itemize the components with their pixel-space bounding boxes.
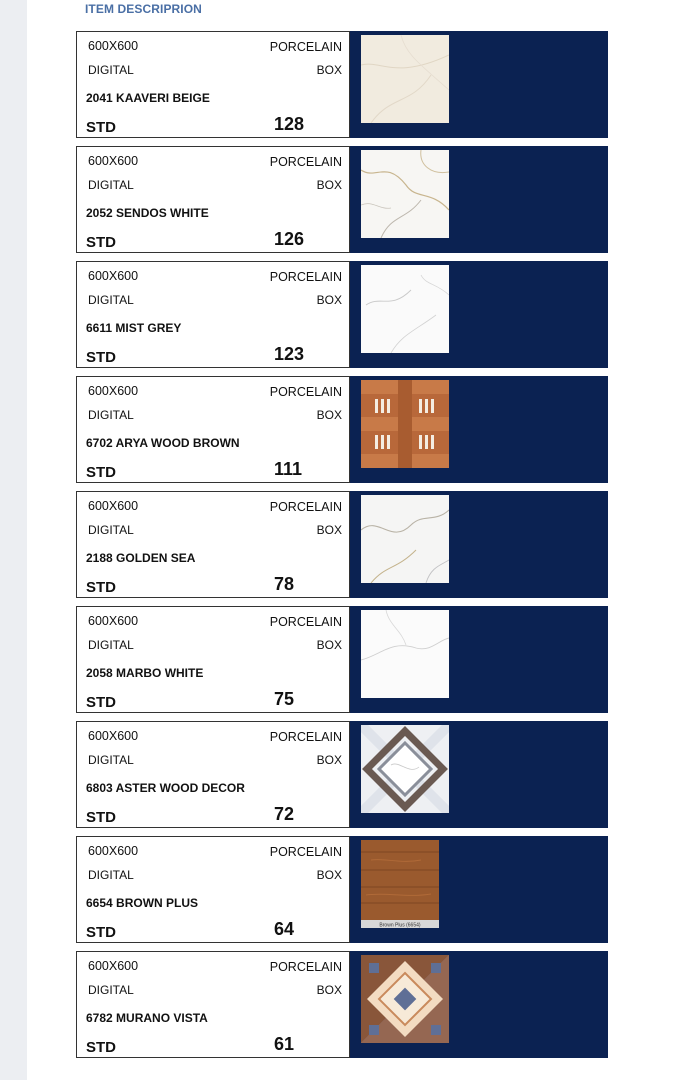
item-finish: DIGITAL: [88, 523, 134, 537]
item-finish: DIGITAL: [88, 868, 134, 882]
tile-panel: [350, 606, 608, 713]
item-material: PORCELAIN: [269, 960, 342, 974]
item-info: [76, 146, 350, 253]
item-name: 2041 KAAVERI BEIGE: [86, 91, 210, 105]
tile-panel: [350, 31, 608, 138]
tile-panel: [350, 261, 608, 368]
item-finish: DIGITAL: [88, 293, 134, 307]
tile-panel: [350, 491, 608, 598]
item-quantity: 75: [274, 689, 295, 709]
item-finish: DIGITAL: [88, 63, 134, 77]
item-quantity: 72: [274, 804, 295, 824]
item-info: [76, 951, 350, 1058]
white-gold-vein-marble-tile-icon: [361, 150, 449, 238]
item-name: 6782 MURANO VISTA: [86, 1011, 208, 1025]
tile-panel: [350, 376, 608, 483]
page-margin-strip: [0, 0, 27, 1080]
item-material: PORCELAIN: [269, 615, 342, 629]
tile-panel: [350, 146, 608, 253]
item-info: [76, 261, 350, 368]
white-grey-vein-marble-tile-icon: [361, 265, 449, 353]
item-pack: BOX: [316, 408, 342, 422]
item-grade: STD: [86, 924, 116, 941]
item-info: [76, 491, 350, 598]
item-info: [76, 721, 350, 828]
item-grade: STD: [86, 119, 116, 136]
diamond-frame-decor-tile-icon: [361, 725, 449, 813]
item-material: PORCELAIN: [269, 385, 342, 399]
item-info: [76, 606, 350, 713]
item-material: PORCELAIN: [269, 155, 342, 169]
beige-marble-tile-icon: [361, 35, 449, 123]
item-info: [76, 836, 350, 943]
item-name: 6702 ARYA WOOD BROWN: [86, 436, 240, 450]
item-finish: DIGITAL: [88, 638, 134, 652]
item-material: PORCELAIN: [269, 40, 342, 54]
woven-wood-tile-icon: [361, 380, 449, 468]
item-name: 2188 GOLDEN SEA: [86, 551, 196, 565]
item-grade: STD: [86, 464, 116, 481]
list-item: [76, 951, 608, 1058]
item-size: 600X600: [88, 729, 139, 743]
white-gold-vein-marble-tile-icon: [361, 495, 449, 583]
item-pack: BOX: [316, 638, 342, 652]
list-item: [76, 261, 608, 368]
item-size: 600X600: [88, 39, 139, 53]
item-pack: BOX: [316, 293, 342, 307]
item-size: 600X600: [88, 959, 139, 973]
tile-caption: Brown Plus (6654): [379, 922, 421, 928]
item-size: 600X600: [88, 154, 139, 168]
item-name: 6654 BROWN PLUS: [86, 896, 199, 910]
list-item: [76, 376, 608, 483]
item-name: 6803 ASTER WOOD DECOR: [86, 781, 245, 795]
item-pack: BOX: [316, 63, 342, 77]
item-grade: STD: [86, 234, 116, 251]
item-info: [76, 376, 350, 483]
tile-panel: [350, 721, 608, 828]
list-item: [76, 836, 608, 943]
geometric-decor-tile-icon: [361, 955, 449, 1043]
item-quantity: 78: [274, 574, 295, 594]
item-finish: DIGITAL: [88, 408, 134, 422]
list-item: [76, 606, 608, 713]
item-quantity: 64: [274, 919, 295, 939]
tile-panel: [350, 836, 608, 943]
item-size: 600X600: [88, 614, 139, 628]
item-material: PORCELAIN: [269, 500, 342, 514]
item-name: 2058 MARBO WHITE: [86, 666, 204, 680]
item-pack: BOX: [316, 523, 342, 537]
item-finish: DIGITAL: [88, 178, 134, 192]
item-material: PORCELAIN: [269, 845, 342, 859]
item-finish: DIGITAL: [88, 753, 134, 767]
list-item: [76, 491, 608, 598]
item-quantity: 126: [274, 229, 305, 249]
item-grade: STD: [86, 1039, 116, 1056]
item-material: PORCELAIN: [269, 270, 342, 284]
item-pack: BOX: [316, 753, 342, 767]
item-grade: STD: [86, 579, 116, 596]
list-item: [76, 721, 608, 828]
item-name: 6611 MIST GREY: [86, 321, 182, 335]
item-size: 600X600: [88, 844, 139, 858]
item-name: 2052 SENDOS WHITE: [86, 206, 209, 220]
item-grade: STD: [86, 694, 116, 711]
brown-wood-plank-tile-icon: [361, 840, 439, 928]
item-size: 600X600: [88, 499, 139, 513]
list-item: [76, 146, 608, 253]
item-quantity: 123: [274, 344, 305, 364]
item-size: 600X600: [88, 269, 139, 283]
white-grey-vein-marble-tile-icon: [361, 610, 449, 698]
item-quantity: 111: [274, 459, 303, 479]
item-quantity: 128: [274, 114, 305, 134]
item-quantity: 61: [274, 1034, 295, 1054]
item-finish: DIGITAL: [88, 983, 134, 997]
list-item: [76, 31, 608, 138]
item-pack: BOX: [316, 178, 342, 192]
item-size: 600X600: [88, 384, 139, 398]
tile-panel: [350, 951, 608, 1058]
item-pack: BOX: [316, 868, 342, 882]
section-header: ITEM DESCRIPRION: [85, 2, 202, 16]
item-pack: BOX: [316, 983, 342, 997]
item-grade: STD: [86, 349, 116, 366]
item-info: [76, 31, 350, 138]
item-grade: STD: [86, 809, 116, 826]
item-material: PORCELAIN: [269, 730, 342, 744]
